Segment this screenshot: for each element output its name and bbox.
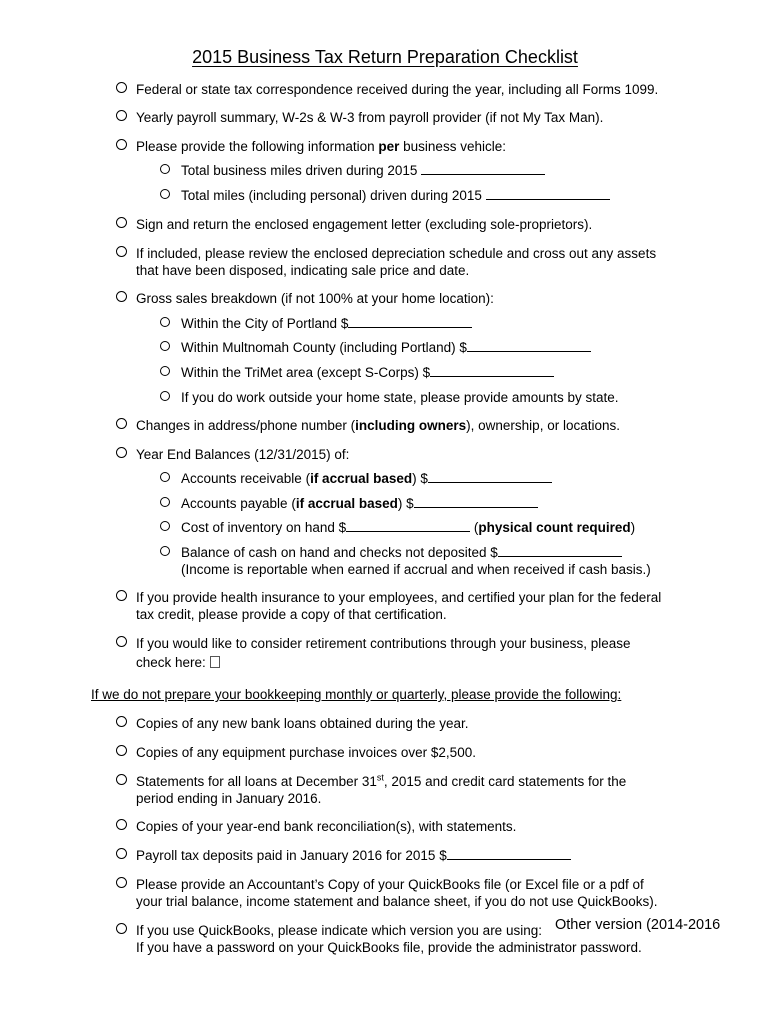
circle-bullet-icon xyxy=(116,716,127,727)
circle-bullet-icon xyxy=(116,82,127,93)
circle-bullet-icon xyxy=(116,291,127,302)
circle-bullet-icon xyxy=(116,923,127,934)
circle-bullet-icon xyxy=(116,848,127,859)
circle-bullet-icon xyxy=(116,139,127,150)
circle-bullet-icon xyxy=(160,164,170,174)
circle-bullet-icon xyxy=(116,447,127,458)
circle-bullet-icon xyxy=(160,546,170,556)
circle-bullet-icon xyxy=(116,819,127,830)
retirement-checkbox[interactable] xyxy=(210,656,220,668)
accounts-receivable-blank[interactable] xyxy=(428,470,552,483)
circle-bullet-icon xyxy=(116,745,127,756)
circle-bullet-icon xyxy=(116,590,127,601)
payroll-deposits-blank[interactable] xyxy=(447,847,571,860)
circle-bullet-icon xyxy=(160,366,170,376)
total-miles-blank[interactable] xyxy=(486,187,610,200)
accounts-payable-blank[interactable] xyxy=(414,495,538,508)
inventory-blank[interactable] xyxy=(346,519,470,532)
circle-bullet-icon xyxy=(160,497,170,507)
circle-bullet-icon xyxy=(160,472,170,482)
portland-blank[interactable] xyxy=(348,315,472,328)
circle-bullet-icon xyxy=(116,217,127,228)
qb-version-dropdown[interactable]: Other version (2014-2016 xyxy=(555,917,721,933)
circle-bullet-icon xyxy=(160,391,170,401)
business-miles-blank[interactable] xyxy=(421,162,545,175)
circle-bullet-icon xyxy=(160,317,170,327)
circle-bullet-icon xyxy=(116,877,127,888)
section-heading: If we do not prepare your bookkeeping monthly or quarterly, please provide the following: xyxy=(91,687,622,702)
circle-bullet-icon xyxy=(116,418,127,429)
cash-blank[interactable] xyxy=(498,544,622,557)
circle-bullet-icon xyxy=(160,189,170,199)
circle-bullet-icon xyxy=(160,341,170,351)
circle-bullet-icon xyxy=(116,636,127,647)
circle-bullet-icon xyxy=(116,774,127,785)
circle-bullet-icon xyxy=(116,110,127,121)
circle-bullet-icon xyxy=(116,246,127,257)
page-title: 2015 Business Tax Return Preparation Checklist xyxy=(192,47,578,67)
multnomah-blank[interactable] xyxy=(467,339,591,352)
circle-bullet-icon xyxy=(160,521,170,531)
trimet-blank[interactable] xyxy=(430,364,554,377)
